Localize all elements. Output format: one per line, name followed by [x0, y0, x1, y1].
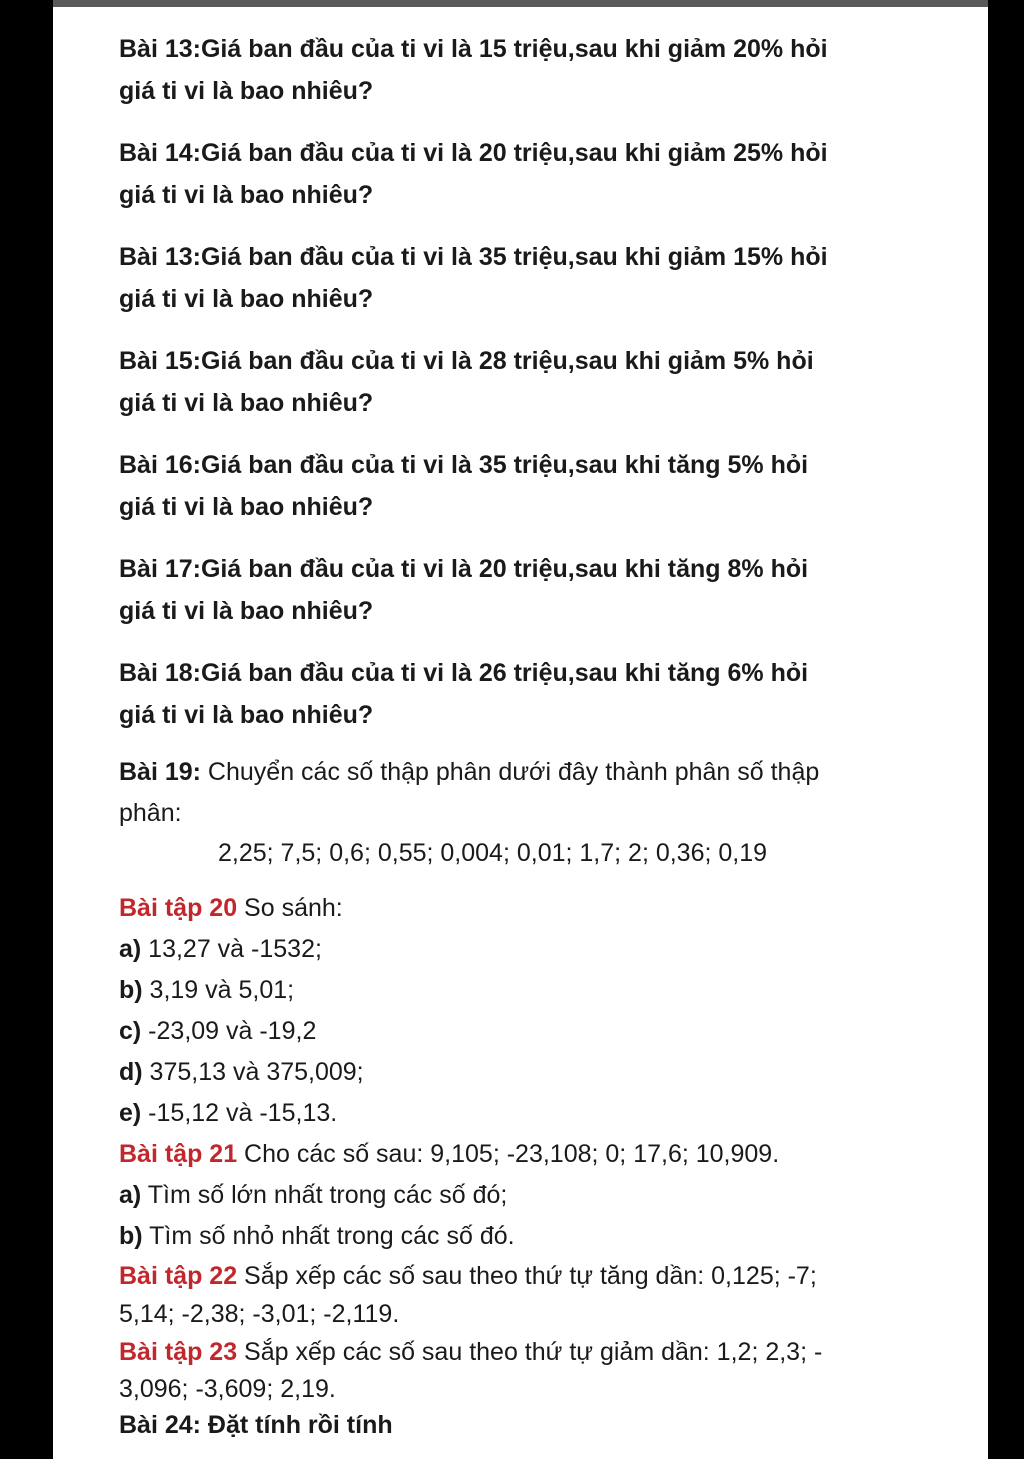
item-value: -23,09 và -19,2 — [141, 1017, 317, 1045]
item-key: b) — [119, 1222, 143, 1250]
exercise-23-label: Bài tập 23 — [119, 1338, 238, 1366]
problem-line: Bài 17:Giá ban đầu của ti vi là 20 triệu,sau khi tăng 8% hỏi — [119, 555, 809, 583]
problem-18 — [119, 652, 919, 736]
exercise-20-text: So sánh: — [237, 894, 343, 922]
item-value: 375,13 và 375,009; — [142, 1058, 364, 1086]
document-page — [53, 0, 988, 1459]
problem-19-numbers: 2,25; 7,5; 0,6; 0,55; 0,004; 0,01; 1,7; 2; 0,36; 0,19 — [218, 839, 768, 867]
problem-19-text: Chuyển các số thập phân dưới đây thành phân số thập — [200, 758, 820, 786]
problem-line: giá ti vi là bao nhiêu? — [119, 701, 374, 729]
exercise-21-heading — [119, 1134, 919, 1175]
item-value: Tìm số nhỏ nhất trong các số đó. — [142, 1222, 515, 1250]
exercise-20-item-c — [119, 1011, 919, 1052]
exercise-21-item-a — [119, 1175, 919, 1216]
exercise-21-item-b — [119, 1216, 919, 1257]
exercise-20-item-e — [119, 1093, 919, 1134]
item-key: c) — [119, 1017, 142, 1045]
problem-19-line1 — [119, 752, 919, 793]
problem-line: giá ti vi là bao nhiêu? — [119, 493, 374, 521]
problem-line: giá ti vi là bao nhiêu? — [119, 77, 374, 105]
document-content — [119, 28, 919, 1443]
problem-13a — [119, 28, 919, 112]
exercise-23-line2: 3,096; -3,609; 2,19. — [119, 1375, 336, 1403]
exercise-22-line2: 5,14; -2,38; -3,01; -2,119. — [119, 1300, 400, 1328]
exercise-21-label: Bài tập 21 — [119, 1140, 238, 1168]
exercise-20-item-d — [119, 1052, 919, 1093]
item-key: b) — [119, 976, 143, 1004]
item-value: 13,27 và -1532; — [141, 935, 322, 963]
problem-line: Bài 13:Giá ban đầu của ti vi là 15 triệu,sau khi giảm 20% hỏi — [119, 35, 828, 63]
item-key: d) — [119, 1058, 143, 1086]
exercise-22-line1 — [119, 1257, 919, 1295]
problem-19-line2: phân: — [119, 799, 182, 827]
problem-24: Bài 24: Đặt tính rồi tính — [119, 1411, 393, 1439]
exercise-22-label: Bài tập 22 — [119, 1262, 238, 1290]
exercise-20-item-a — [119, 929, 919, 970]
exercise-20-heading — [119, 888, 919, 929]
problem-line: Bài 15:Giá ban đầu của ti vi là 28 triệu,sau khi giảm 5% hỏi — [119, 347, 814, 375]
problem-19-label: Bài 19: — [119, 758, 201, 786]
item-key: a) — [119, 935, 142, 963]
problem-line: giá ti vi là bao nhiêu? — [119, 181, 374, 209]
spacer — [119, 874, 919, 888]
item-key: a) — [119, 1181, 142, 1209]
item-value: -15,12 và -15,13. — [141, 1099, 338, 1127]
problem-16 — [119, 444, 919, 528]
exercise-20-item-b — [119, 970, 919, 1011]
problem-line: Bài 13:Giá ban đầu của ti vi là 35 triệu,sau khi giảm 15% hỏi — [119, 243, 828, 271]
problem-line: Bài 18:Giá ban đầu của ti vi là 26 triệu,sau khi tăng 6% hỏi — [119, 659, 809, 687]
problem-15 — [119, 340, 919, 424]
problem-17 — [119, 548, 919, 632]
exercise-20-label: Bài tập 20 — [119, 894, 238, 922]
top-bar — [53, 0, 988, 7]
exercise-23-line1 — [119, 1333, 919, 1371]
item-key: e) — [119, 1099, 142, 1127]
problem-line: giá ti vi là bao nhiêu? — [119, 597, 374, 625]
exercise-23-text: Sắp xếp các số sau theo thứ tự giảm dần: 1,2; 2,3; - — [237, 1338, 823, 1366]
item-value: 3,19 và 5,01; — [142, 976, 295, 1004]
item-value: Tìm số lớn nhất trong các số đó; — [141, 1181, 508, 1209]
exercise-21-text: Cho các số sau: 9,105; -23,108; 0; 17,6; 10,909. — [237, 1140, 780, 1168]
exercise-22-text: Sắp xếp các số sau theo thứ tự tăng dần: 0,125; -7; — [237, 1262, 817, 1290]
problem-line: Bài 16:Giá ban đầu của ti vi là 35 triệu,sau khi tăng 5% hỏi — [119, 451, 809, 479]
problem-line: Bài 14:Giá ban đầu của ti vi là 20 triệu,sau khi giảm 25% hỏi — [119, 139, 828, 167]
problem-14 — [119, 132, 919, 216]
problem-13b — [119, 236, 919, 320]
problem-line: giá ti vi là bao nhiêu? — [119, 285, 374, 313]
problem-line: giá ti vi là bao nhiêu? — [119, 389, 374, 417]
